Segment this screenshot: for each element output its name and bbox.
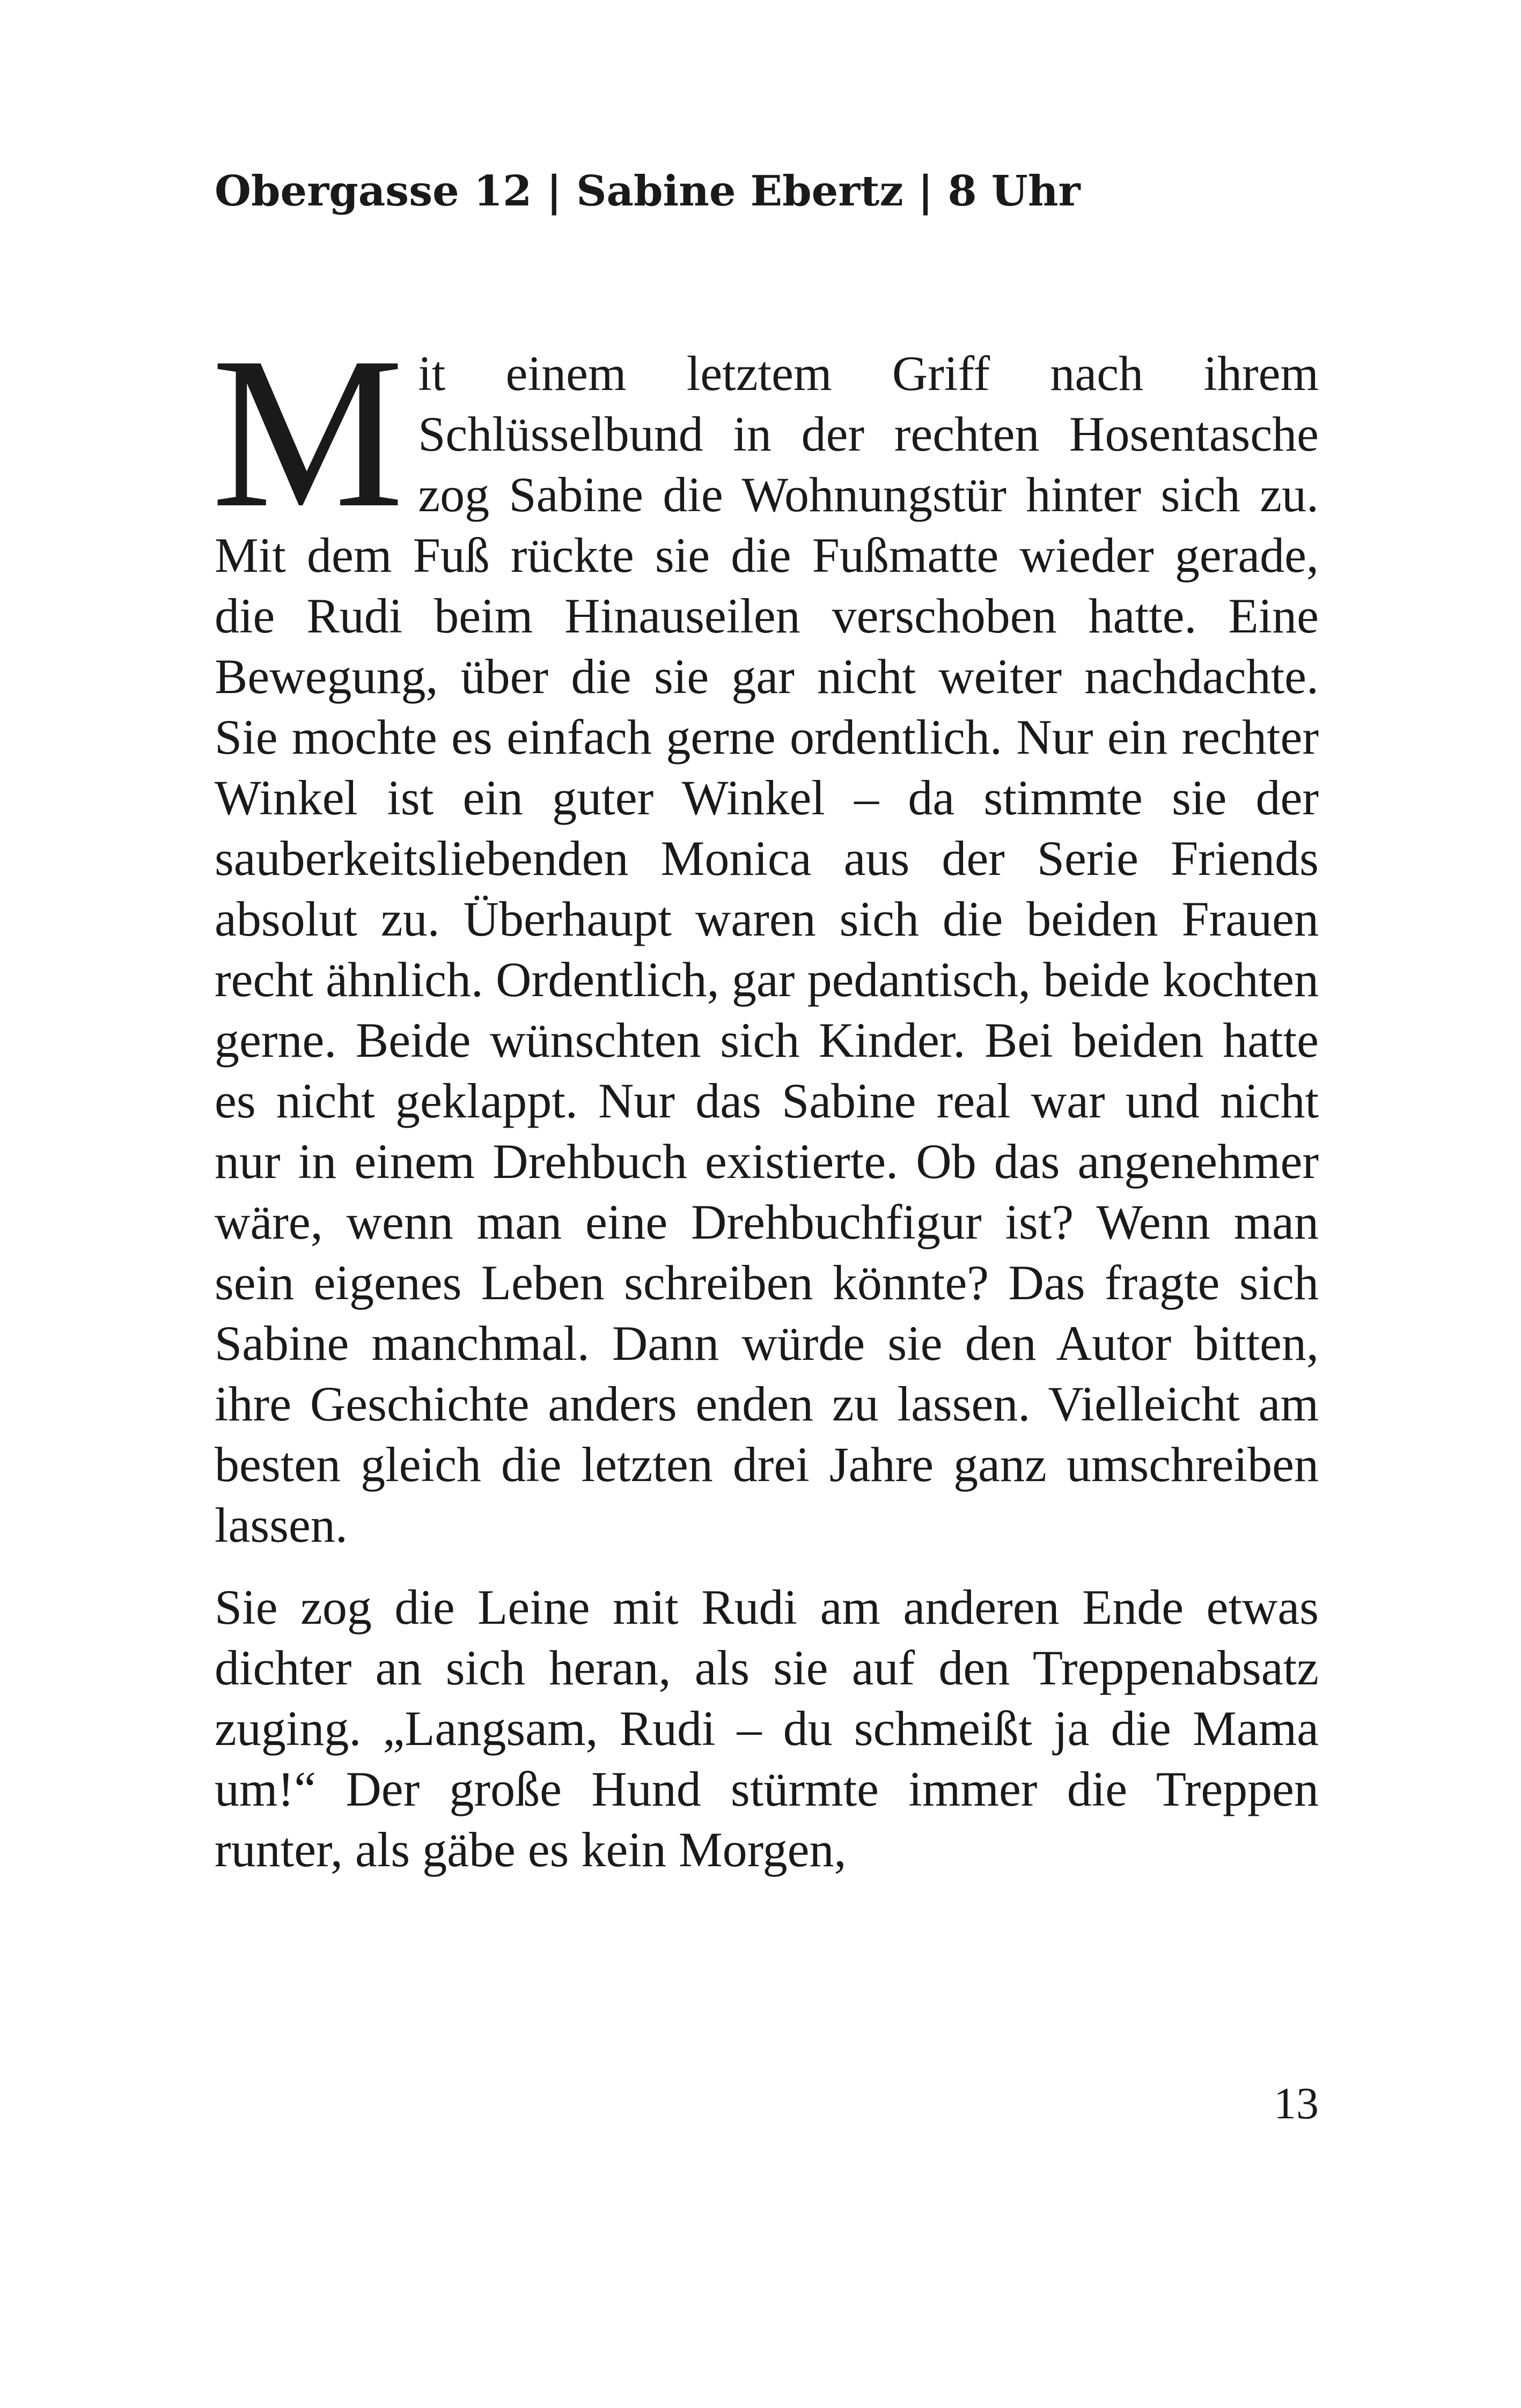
paragraph-1: [211, 313, 1319, 1556]
drop-cap: M: [211, 313, 405, 553]
page-number: 13: [1274, 2079, 1319, 2129]
body-text: [211, 313, 1319, 1880]
chapter-heading: Obergasse 12 | Sabine Ebertz | 8 Uhr: [215, 167, 1081, 216]
paragraph-1-text: it einem letztem Griff nach ihrem Schlüsselbund in der rechten Hosentasche zog Sabine die Wohnungstür hinter sich zu. Mit dem Fuß rückte sie die Fußmatte wieder gerade, die Rudi beim Hinauseilen verschoben hatte. Eine Bewegung, über die sie gar nicht weiter nachdachte. Sie mochte es einfach gerne ordentlich. Nur ein rechter Winkel ist ein guter Winkel – da stimmte sie der sauberkeitsliebenden Monica aus der Serie Friends absolut zu. Überhaupt waren sich die beiden Frauen recht ähnlich. Ordentlich, gar pedantisch, beide kochten gerne. Beide wünschten sich Kinder. Bei beiden hatte es nicht geklappt. Nur das Sabine real war und nicht nur in einem Drehbuch existierte. Ob das angenehmer wäre, wenn man eine Drehbuchfigur ist? Wenn man sein eigenes Leben schreiben könnte? Das fragte sich Sabine manchmal. Dann würde sie den Autor bitten, ihre Geschichte anders enden zu lassen. Vielleicht am besten gleich die letzten drei Jahre ganz umschreiben lassen.: [215, 346, 1319, 1552]
book-page: [211, 0, 1319, 2408]
paragraph-2: Sie zog die Leine mit Rudi am anderen Ende etwas dichter an sich heran, als sie auf den Treppenabsatz zuging. „Langsam, Rudi – du schmeißt ja die Mama um!“ Der große Hund stürmte immer die Treppen runter, als gäbe es kein Morgen,: [215, 1580, 1319, 1877]
